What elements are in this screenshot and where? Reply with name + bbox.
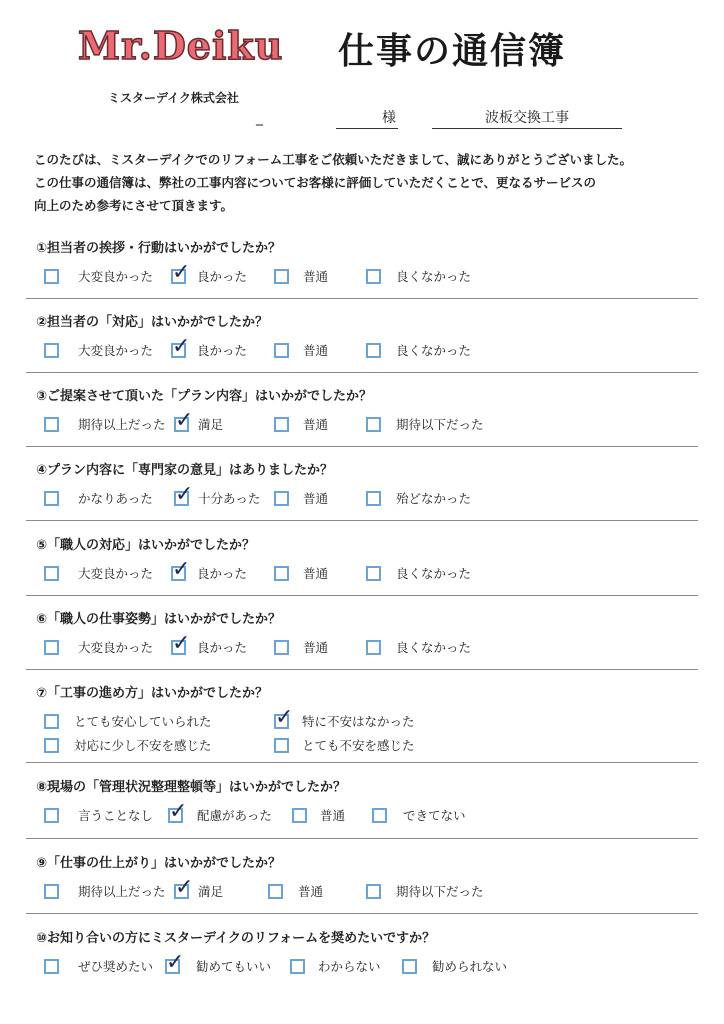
option-label: 言うことなし	[78, 808, 154, 823]
option-label: 普通	[303, 343, 329, 358]
option-label: ぜひ奨めたい	[78, 959, 154, 974]
option-checkbox[interactable]	[366, 343, 381, 358]
intro-line: このたびは、ミスターデイクでのリフォーム工事をご依頼いただきまして、誠にありがとうございました。	[34, 152, 633, 167]
option-label: わからない	[318, 959, 381, 974]
option-label: 良かった	[197, 269, 248, 284]
option-label: 良かった	[197, 343, 248, 358]
option-label: 普通	[303, 640, 329, 655]
question-title: ⑨「仕事の仕上がり」はいかがでしたか？	[36, 856, 282, 871]
section-divider	[26, 669, 698, 670]
section-divider	[26, 838, 698, 839]
option-checkbox[interactable]	[274, 566, 289, 581]
question-title: ⑥「職人の仕事姿勢」はいかがでしたか？	[36, 612, 282, 627]
option-checkbox[interactable]	[292, 808, 307, 823]
option-label: 普通	[320, 808, 346, 823]
option-label: 普通	[303, 491, 329, 506]
option-label: 良くなかった	[396, 566, 472, 581]
option-label: 大変良かった	[78, 343, 154, 358]
customer-honorific: 様	[336, 108, 398, 129]
question-title: ④プラン内容に「専門家の意見」はありましたか？	[36, 463, 334, 478]
option-checkbox[interactable]	[366, 884, 381, 899]
option-label: 対応に少し不安を感じた	[74, 738, 212, 753]
option-label: 殆どなかった	[396, 491, 472, 506]
option-checkbox[interactable]	[44, 884, 59, 899]
option-label: 大変良かった	[78, 269, 154, 284]
option-checkbox[interactable]	[44, 640, 59, 655]
option-checkbox[interactable]	[372, 808, 387, 823]
section-divider	[26, 372, 698, 373]
work-name: 波板交換工事	[432, 108, 622, 129]
option-label: 期待以上だった	[78, 417, 166, 432]
option-label: 満足	[198, 417, 224, 432]
option-checkbox[interactable]	[366, 566, 381, 581]
option-label: 満足	[198, 884, 224, 899]
option-checkbox[interactable]	[44, 491, 59, 506]
intro-text	[34, 148, 632, 217]
option-checkbox[interactable]	[44, 566, 59, 581]
question-title: ③ご提案させて頂いた「プラン内容」はいかがでしたか？	[36, 389, 373, 404]
option-checkbox[interactable]	[274, 417, 289, 432]
option-checkbox[interactable]	[44, 343, 59, 358]
option-checkbox[interactable]	[366, 491, 381, 506]
question-title: ⑦「工事の進め方」はいかがでしたか？	[36, 686, 269, 701]
option-checkbox[interactable]	[274, 640, 289, 655]
check-mark-icon: ✓	[175, 875, 194, 900]
intro-line: この仕事の通信簿は、弊社の工事内容についてお客様に評価していただくことで、更なるサービスの	[34, 175, 597, 190]
option-label: 普通	[303, 417, 329, 432]
question-title: ①担当者の挨拶・行動はいかがでしたか？	[36, 241, 282, 256]
section-divider	[26, 520, 698, 521]
section-divider	[26, 762, 698, 763]
company-name: ミスターデイク株式会社	[108, 91, 239, 105]
option-checkbox[interactable]	[366, 417, 381, 432]
section-divider	[26, 446, 698, 447]
option-label: とても安心していられた	[74, 714, 212, 729]
question-title: ②担当者の「対応」はいかがでしたか？	[36, 315, 269, 330]
option-checkbox[interactable]	[402, 959, 417, 974]
option-label: 大変良かった	[78, 640, 154, 655]
intro-line: 向上のため参考にさせて頂きます。	[34, 198, 234, 213]
option-label: 期待以下だった	[396, 884, 484, 899]
option-label: 普通	[298, 884, 324, 899]
question-title: ⑩お知り合いの方にミスターデイクのリフォームを奨めたいですか？	[36, 931, 436, 946]
option-label: 普通	[303, 566, 329, 581]
option-label: 十分あった	[198, 491, 261, 506]
option-checkbox[interactable]	[44, 808, 59, 823]
option-label: かなりあった	[78, 491, 153, 506]
check-mark-icon: ✓	[172, 260, 191, 285]
section-divider	[26, 298, 698, 299]
check-mark-icon: ✓	[172, 557, 191, 582]
option-label: 良かった	[197, 640, 248, 655]
customer-name-blank: _	[256, 110, 263, 126]
option-checkbox[interactable]	[268, 884, 283, 899]
option-checkbox[interactable]	[366, 640, 381, 655]
option-label: 勧められない	[432, 959, 508, 974]
company-logo: Mr.Deiku	[78, 23, 284, 68]
option-checkbox[interactable]	[274, 343, 289, 358]
option-label: 期待以上だった	[78, 884, 166, 899]
option-checkbox[interactable]	[274, 269, 289, 284]
section-divider	[26, 595, 698, 596]
option-label: 良かった	[197, 566, 248, 581]
option-checkbox[interactable]	[44, 714, 59, 729]
option-checkbox[interactable]	[44, 738, 59, 753]
question-title: ⑧現場の「管理状況整理整頓等」はいかがでしたか？	[36, 780, 347, 795]
option-label: 期待以下だった	[396, 417, 484, 432]
option-checkbox[interactable]	[44, 269, 59, 284]
option-label: 良くなかった	[396, 343, 472, 358]
check-mark-icon: ✓	[175, 482, 194, 507]
section-divider	[26, 913, 698, 914]
option-checkbox[interactable]	[366, 269, 381, 284]
check-mark-icon: ✓	[275, 705, 294, 730]
option-label: 良くなかった	[396, 640, 472, 655]
option-label: 良くなかった	[396, 269, 472, 284]
check-mark-icon: ✓	[169, 799, 188, 824]
option-checkbox[interactable]	[44, 959, 59, 974]
option-checkbox[interactable]	[274, 491, 289, 506]
question-title: ⑤「職人の対応」はいかがでしたか？	[36, 538, 256, 553]
check-mark-icon: ✓	[166, 950, 185, 975]
check-mark-icon: ✓	[172, 334, 191, 359]
check-mark-icon: ✓	[172, 631, 191, 656]
option-label: 配慮があった	[197, 808, 272, 823]
option-checkbox[interactable]	[44, 417, 59, 432]
option-label: 普通	[303, 269, 329, 284]
option-checkbox[interactable]	[290, 959, 305, 974]
option-label: できてない	[403, 808, 466, 823]
option-label: とても不安を感じた	[302, 738, 415, 753]
option-label: 大変良かった	[78, 566, 154, 581]
option-label: 特に不安はなかった	[302, 714, 415, 729]
check-mark-icon: ✓	[175, 408, 194, 433]
option-checkbox[interactable]	[274, 738, 289, 753]
document-title: 仕事の通信簿	[338, 31, 567, 72]
option-label: 勧めてもいい	[196, 959, 272, 974]
